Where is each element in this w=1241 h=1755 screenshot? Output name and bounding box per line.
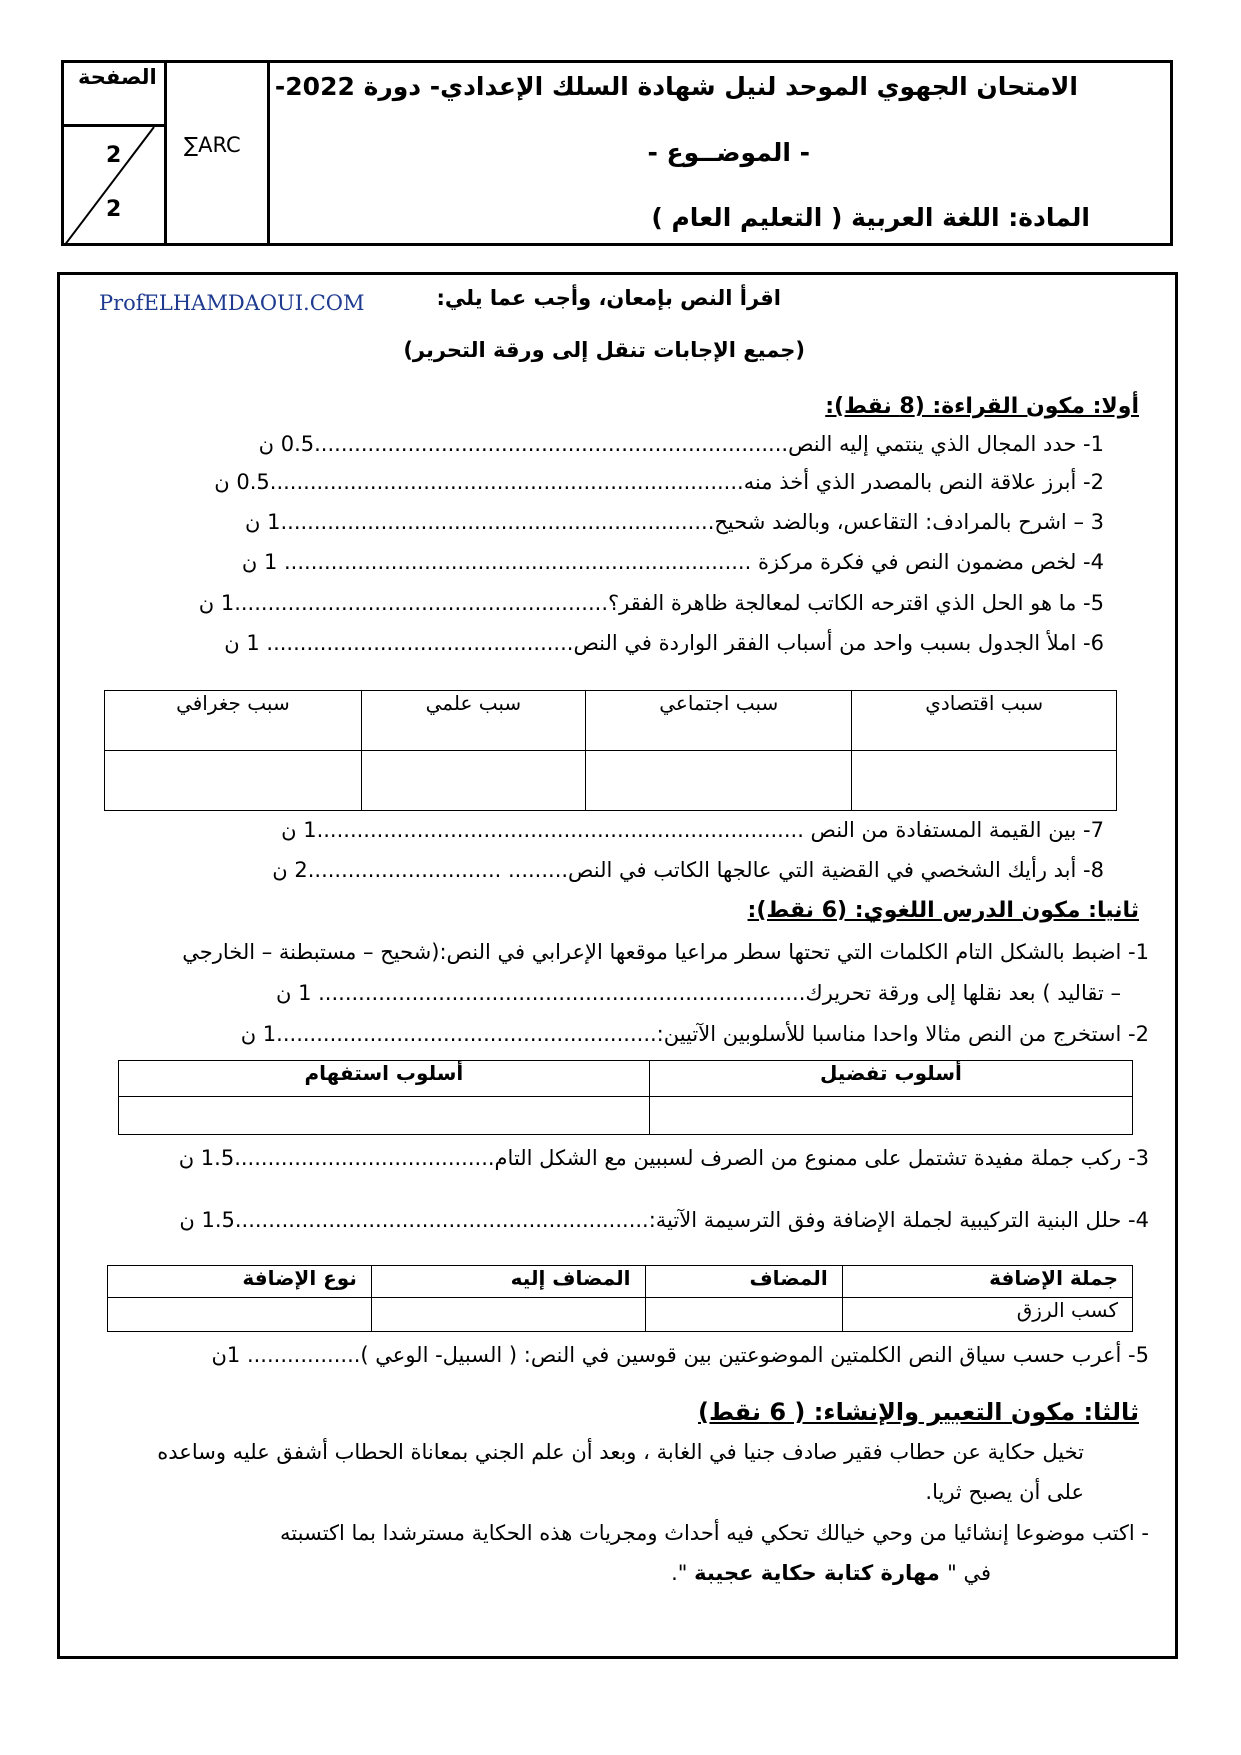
causes-header: سبب اقتصادي [852, 691, 1117, 751]
idafa-header: المضاف [645, 1266, 842, 1298]
idafa-header: المضاف إليه [371, 1266, 645, 1298]
language-question-5: 5- أعرب حسب سياق النص الكلمتين الموضوعتين بين قوسين في النص: ( السبيل- الوعي )................. 1ن [211, 1343, 1149, 1367]
writing-prompt: تخيل حكاية عن حطاب فقير صادف جنيا في الغابة ، وبعد أن علم الجني بمعاناة الحطاب أشفق عليه وساعده [157, 1440, 1084, 1464]
exam-title: الامتحان الجهوي الموحد لنيل شهادة السلك الإعدادي- دورة 2022- [274, 72, 1078, 101]
reading-heading: أولا: مكون القراءة: (8 نقط): [825, 394, 1139, 419]
writing-task: - اكتب موضوعا إنشائيا من وحي خيالك تحكي فيه أحداث ومجريات هذه الحكاية مسترشدا بما اكتسبته [280, 1521, 1149, 1545]
subject-heading: - الموضــوع - [647, 138, 810, 167]
writing-task-cont [671, 1561, 991, 1585]
styles-header: أسلوب استفهام [119, 1061, 650, 1097]
language-question-1: 1- اضبط بالشكل التام الكلمات التي تحتها سطر مراعيا موقعها الإعرابي في النص:(شحيح – مستبطنة – الخارجي [182, 940, 1149, 964]
answer-cell [852, 751, 1117, 811]
idafa-header: نوع الإضافة [108, 1266, 372, 1298]
exam-header [61, 60, 1173, 246]
subject-line: المادة: اللغة العربية ( التعليم العام ) [651, 203, 1090, 232]
language-question-4: 4- حلل البنية التركيبية لجملة الإضافة وفق الترسيمة الآتية:..............................................................1.5 ن [179, 1208, 1149, 1232]
reading-question-7: 7- بين القيمة المستفادة من النص .........................................................................1 ن [281, 818, 1104, 842]
watermark: ProfELHAMDAOUI.COM [99, 291, 365, 315]
writing-task-prefix: في " [947, 1561, 991, 1585]
language-question-2: 2- استخرج من النص مثالا واحدا مناسبا للأسلوبين الآتيين:.........................................................1 ن [240, 1022, 1149, 1046]
header-divider [267, 63, 270, 243]
language-question-3: 3- ركب جملة مفيدة تشتمل على ممنوع من الصرف لسببين مع الشكل التام.......................................1.5 ن [178, 1146, 1149, 1170]
reading-question-2: 2- أبرز علاقة النص بالمصدر الذي أخذ منه.......................................................................0.5 ن [214, 470, 1104, 494]
page-current: 2 [106, 143, 122, 168]
answer-cell [108, 1298, 372, 1332]
answer-cell [105, 751, 362, 811]
exam-code: ∑ARC [184, 133, 241, 157]
reading-question-8: 8- أبد رأيك الشخصي في القضية التي عالجها الكاتب في النص......... .............................2 ن [272, 858, 1104, 882]
idafa-example: كسب الرزق [842, 1298, 1132, 1332]
writing-prompt-cont: على أن يصبح ثريا. [925, 1480, 1084, 1504]
answer-cell [586, 751, 852, 811]
reading-question-3: 3 – اشرح بالمرادف: التقاعس، وبالضد شحيح.................................................................1 ن [244, 510, 1104, 534]
instruction: اقرأ النص بإمعان، وأجب عما يلي: [436, 286, 781, 310]
answer-cell [649, 1097, 1132, 1135]
language-heading: ثانيا: مكون الدرس اللغوي: (6 نقط): [747, 898, 1139, 923]
idafa-table [107, 1265, 1133, 1332]
causes-header: سبب اجتماعي [586, 691, 852, 751]
answer-cell [645, 1298, 842, 1332]
reading-question-1: 1- حدد المجال الذي ينتمي إليه النص.......................................................................0.5 ن [258, 432, 1104, 456]
answer-cell [119, 1097, 650, 1135]
styles-header: أسلوب تفضيل [649, 1061, 1132, 1097]
answer-cell [361, 751, 585, 811]
writing-task-suffix: ". [671, 1561, 695, 1585]
writing-heading: ثالثا: مكون التعبير والإنشاء: ( 6 نقط) [698, 1398, 1139, 1426]
page-label: الصفحة [78, 65, 157, 89]
causes-table [104, 690, 1117, 811]
causes-header: سبب جغرافي [105, 691, 362, 751]
styles-table [118, 1060, 1133, 1135]
language-question-1-cont: – تقاليد ) بعد نقلها إلى ورقة تحريرك......................................................................... 1 ن [275, 981, 1121, 1005]
reading-question-5: 5- ما هو الحل الذي اقترحه الكاتب لمعالجة ظاهرة الفقر؟........................................................1 ن [198, 591, 1104, 615]
header-divider [164, 63, 167, 243]
page-total: 2 [106, 197, 122, 222]
writing-task-skill: مهارة كتابة حكاية عجيبة [694, 1561, 948, 1585]
causes-header: سبب علمي [361, 691, 585, 751]
instruction-note: (جميع الإجابات تنقل إلى ورقة التحرير) [403, 338, 805, 362]
reading-question-4: 4- لخص مضمون النص في فكرة مركزة ...................................................................... 1 ن [241, 550, 1104, 574]
answer-cell [371, 1298, 645, 1332]
idafa-header: جملة الإضافة [842, 1266, 1132, 1298]
reading-question-6: 6- املأ الجدول بسبب واحد من أسباب الفقر الواردة في النص.............................................. 1 ن [224, 631, 1104, 655]
